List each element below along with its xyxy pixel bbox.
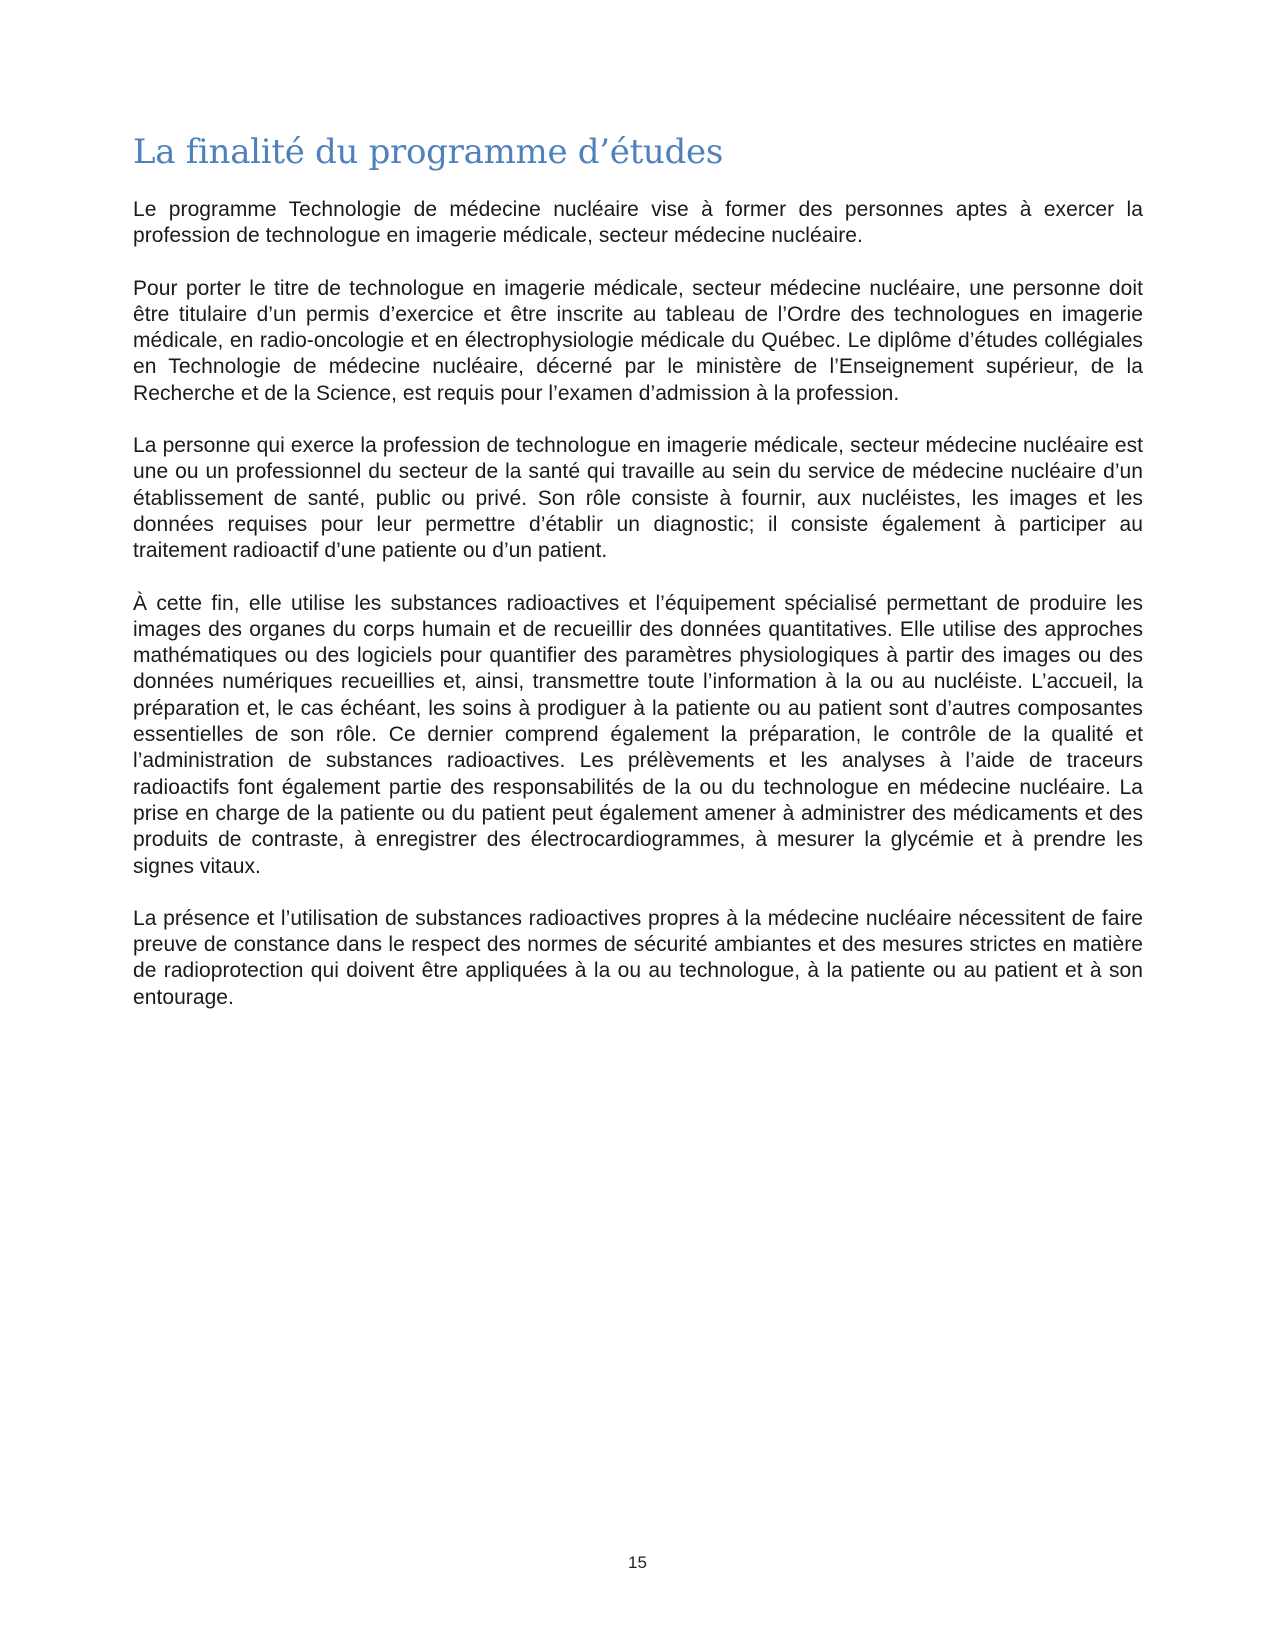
- page-title: La finalité du programme d’études: [133, 132, 723, 172]
- paragraph-radioprotection: La présence et l’utilisation de substances radioactives propres à la médecine nucléaire nécessitent de faire preuve de constance dans le respect des normes de sécurité ambiantes et des mesures strictes en matière de radioprotection qui doivent être appliquées à la ou au technologue, à la patiente ou au patient et à son entourage.: [133, 906, 1143, 1009]
- paragraph-program-goal: Le programme Technologie de médecine nucléaire vise à former des personnes aptes à exercer la profession de technologue en imagerie médicale, secteur médecine nucléaire.: [133, 198, 1143, 248]
- paragraph-title-requirements: Pour porter le titre de technologue en imagerie médicale, secteur médecine nucléaire, une personne doit être titulaire d’un permis d’exercice et être inscrite au tableau de l’Ordre des technologues en imagerie médicale, en radio-oncologie et en électrophysiologie médicale du Québec. Le diplôme d’études collégiales en Technologie de médecine nucléaire, décerné par le ministère de l’Enseignement supérieur, de la Recherche et de la Science, est requis pour l’examen d’admission à la profession.: [133, 276, 1143, 405]
- paragraph-tasks: À cette fin, elle utilise les substances radioactives et l’équipement spécialisé permettant de produire les images des organes du corps humain et de recueillir des données quantitatives. Elle utilise des approches mathématiques ou des logiciels pour quantifier des paramètres physiologiques à partir des images ou des données numériques recueillies et, ainsi, transmettre toute l’information à la ou au nucléiste. L’accueil, la préparation et, le cas échéant, les soins à prodiguer à la patiente ou au patient sont d’autres composantes essentielles de son rôle. Ce dernier comprend également la préparation, le contrôle de la qualité et l’administration de substances radioactives. Les prélèvements et les analyses à l’aide de traceurs radioactifs font également partie des responsabilités de la ou du technologue en médecine nucléaire. La prise en charge de la patiente ou du patient peut également amener à administrer des médicaments et des produits de contraste, à enregistrer des électrocardiogrammes, à mesurer la glycémie et à prendre les signes vitaux.: [133, 591, 1143, 878]
- paragraph-professional-role: La personne qui exerce la profession de technologue en imagerie médicale, secteur médecine nucléaire est une ou un professionnel du secteur de la santé qui travaille au sein du service de médecine nucléaire d’un établissement de santé, public ou privé. Son rôle consiste à fournir, aux nucléistes, les images et les données requises pour leur permettre d’établir un diagnostic; il consiste également à participer au traitement radioactif d’une patiente ou d’un patient.: [133, 434, 1143, 563]
- page-number: 15: [628, 1553, 647, 1572]
- body-text: [133, 197, 1143, 1037]
